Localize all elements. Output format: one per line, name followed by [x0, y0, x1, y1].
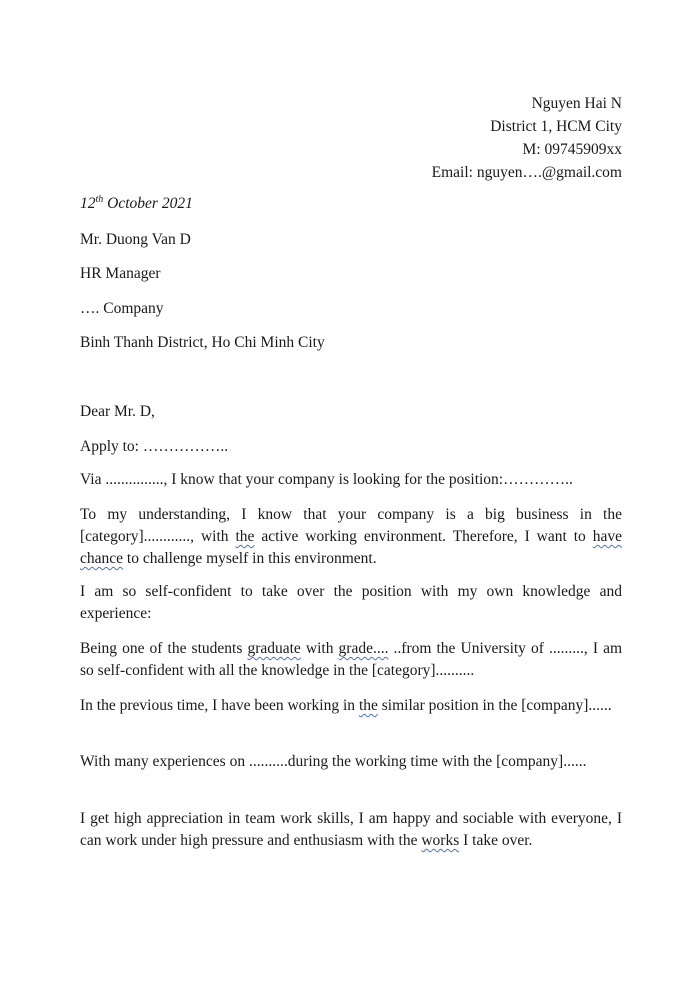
paragraph-7-text-b: works	[421, 832, 460, 849]
paragraph-2-text-e: to challenge myself in this environment.	[123, 550, 377, 567]
recipient-address: Binh Thanh District, Ho Chi Minh City	[80, 334, 325, 351]
apply-to-line: Apply to: ……………..	[80, 438, 229, 455]
paragraph-5-text-a: In the previous time, I have been working in	[80, 697, 359, 714]
recipient-company: …. Company	[80, 300, 164, 317]
recipient-title: HR Manager	[80, 265, 161, 282]
sender-address: District 1, HCM City	[490, 118, 622, 135]
paragraph-7	[80, 808, 622, 852]
paragraph-1: Via ..............., I know that your company is looking for the position:…………..	[80, 471, 573, 488]
paragraph-7-text-c: I take over.	[459, 832, 533, 849]
paragraph-5-text-b: the	[358, 697, 378, 714]
sender-name: Nguyen Hai N	[531, 95, 622, 112]
paragraph-4	[80, 638, 622, 682]
paragraph-5	[80, 695, 622, 717]
date-day: 12	[80, 195, 96, 213]
sender-mobile: M: 09745909xx	[522, 141, 622, 158]
date-suffix: th	[95, 194, 104, 205]
paragraph-2-text-d: have chance	[80, 528, 622, 567]
paragraph-4-text-e: ..from the University of ........., I am so self-confident with all the knowledge in the [category]..........	[80, 640, 623, 679]
recipient-name: Mr. Duong Van D	[80, 231, 191, 248]
salutation: Dear Mr. D,	[80, 403, 155, 420]
sender-block	[432, 92, 622, 184]
paragraph-2-text-a: To my understanding, I know that your company is a big business in the [category]............, with	[80, 506, 622, 545]
paragraph-2	[80, 504, 622, 570]
paragraph-2-text-b: the	[235, 528, 255, 545]
date-rest: October 2021	[103, 195, 193, 213]
paragraph-4-text-d: grade....	[338, 640, 389, 657]
paragraph-4-text-c: with	[300, 640, 339, 657]
letter-date	[80, 194, 193, 213]
sender-email: Email: nguyen….@gmail.com	[431, 164, 622, 181]
paragraph-4-text-a: Being one of the students	[80, 640, 248, 657]
paragraph-7-text-a: I get high appreciation in team work skills, I am happy and sociable with everyone, I can work under high pressure and enthusiasm with the	[80, 810, 622, 849]
paragraph-5-text-c: similar position in the [company]......	[377, 697, 612, 714]
paragraph-3: I am so self-confident to take over the position with my own knowledge and experience:	[80, 583, 622, 622]
paragraph-2-text-c: active working environment. Therefore, I want to	[254, 528, 593, 545]
paragraph-4-text-b: graduate	[247, 640, 301, 657]
paragraph-6: With many experiences on ..........during the working time with the [company]......	[80, 753, 587, 770]
